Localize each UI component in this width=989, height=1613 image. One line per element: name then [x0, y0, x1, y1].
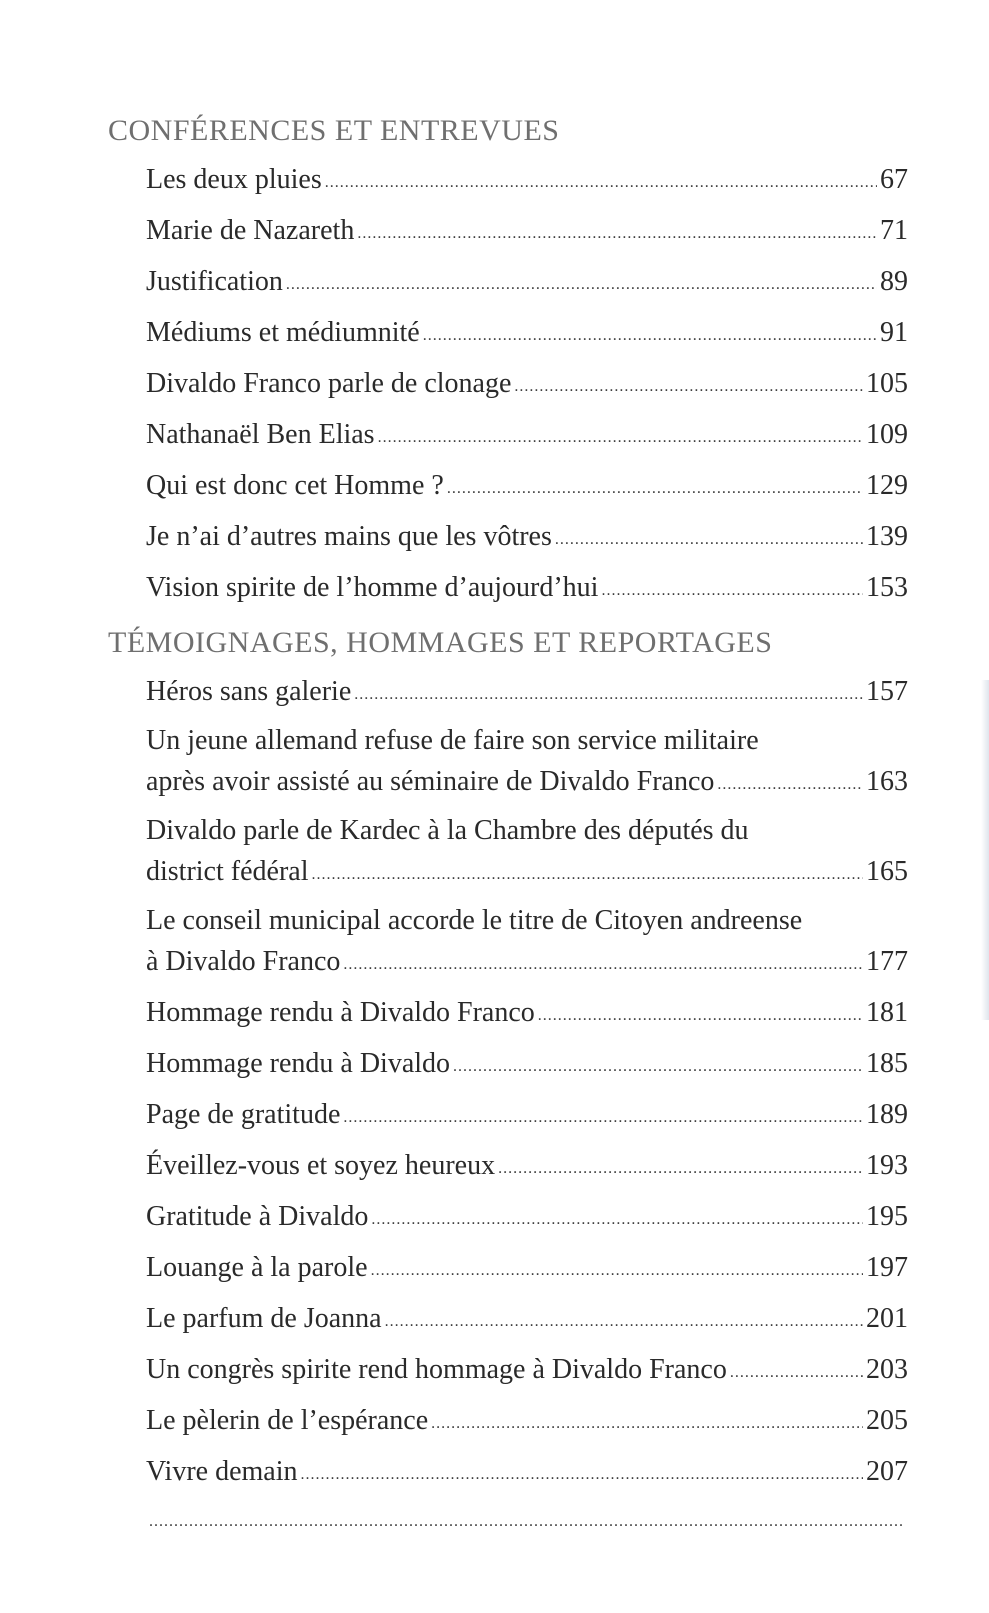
entry-title: Louange à la parole — [146, 1252, 368, 1283]
entry-title: Vivre demain — [146, 1456, 298, 1487]
entry-title: Héros sans galerie — [146, 676, 352, 707]
entry-title: Je n’ai d’autres mains que les vôtres — [146, 521, 552, 552]
dot-leader — [601, 567, 863, 614]
entry-title: Justification — [146, 266, 283, 297]
entry-title: Gratitude à Divaldo — [146, 1201, 369, 1232]
entry-title-line-1: Le conseil municipal accorde le titre de Citoyen andreense — [146, 905, 803, 936]
dot-leader — [514, 363, 863, 410]
page-number: 129 — [866, 470, 908, 501]
page-number: 201 — [866, 1303, 908, 1334]
toc-section-conferences — [0, 108, 989, 615]
page-number: 207 — [866, 1456, 908, 1487]
toc-entry[interactable] — [146, 899, 908, 989]
dot-leader — [717, 764, 863, 806]
page-number: 139 — [866, 521, 908, 552]
toc-entry[interactable] — [146, 1091, 908, 1142]
dot-leader — [555, 516, 863, 563]
dot-leader — [325, 159, 877, 206]
toc-list — [0, 668, 989, 1546]
toc-entry[interactable] — [146, 564, 908, 615]
dot-leader — [453, 1043, 863, 1090]
entry-title-last-line — [146, 941, 908, 987]
entry-title: Nathanaël Ben Elias — [146, 419, 375, 450]
dot-leader — [311, 854, 863, 896]
page-edge-shadow — [981, 680, 989, 1020]
toc-entry[interactable] — [146, 1397, 908, 1448]
dot-leader — [538, 992, 863, 1039]
page-number: 189 — [866, 1099, 908, 1130]
page-number: 89 — [880, 266, 908, 297]
entry-title: Qui est donc cet Homme ? — [146, 470, 444, 501]
toc-entry[interactable] — [146, 1040, 908, 1091]
toc-entry[interactable] — [146, 411, 908, 462]
toc-entry[interactable] — [146, 360, 908, 411]
toc-entry[interactable] — [146, 513, 908, 564]
page-number: 193 — [866, 1150, 908, 1181]
toc-entry[interactable] — [146, 989, 908, 1040]
page-number: 205 — [866, 1405, 908, 1436]
toc-entry[interactable] — [146, 1346, 908, 1397]
entry-title: Hommage rendu à Divaldo — [146, 1048, 451, 1079]
toc-entry[interactable] — [146, 668, 908, 719]
entry-title: Le parfum de Joanna — [146, 1303, 382, 1334]
toc-entry[interactable] — [146, 1244, 908, 1295]
toc-entry[interactable] — [146, 1499, 908, 1546]
page-number: 153 — [866, 572, 908, 603]
dot-leader — [498, 1145, 863, 1192]
dot-leader — [343, 944, 863, 986]
page-number: 67 — [880, 164, 908, 195]
dot-leader — [730, 1349, 863, 1396]
page-number: 163 — [866, 766, 908, 797]
dot-leader — [431, 1400, 863, 1447]
entry-title: Marie de Nazareth — [146, 215, 355, 246]
entry-title: Divaldo Franco parle de clonage — [146, 368, 512, 399]
dot-leader — [149, 1498, 905, 1545]
entry-title: Éveillez-vous et soyez heureux — [146, 1150, 496, 1181]
page-number: 157 — [866, 676, 908, 707]
dot-leader — [354, 671, 863, 718]
section-heading: CONFÉRENCES ET ENTREVUES — [108, 114, 560, 147]
entry-title: Le pèlerin de l’espérance — [146, 1405, 429, 1436]
entry-title-line-2: district fédéral — [146, 856, 309, 887]
entry-title: Page de gratitude — [146, 1099, 341, 1130]
entry-title: Médiums et médiumnité — [146, 317, 420, 348]
toc-list — [0, 156, 989, 615]
toc-section-temoignages — [0, 620, 989, 1546]
entry-title-line-2: après avoir assisté au séminaire de Divaldo Franco — [146, 766, 715, 797]
dot-leader — [300, 1451, 863, 1498]
entry-title: Un congrès spirite rend hommage à Divaldo Franco — [146, 1354, 727, 1385]
toc-entry[interactable] — [146, 1295, 908, 1346]
dot-leader — [447, 465, 863, 512]
toc-entry[interactable] — [146, 1193, 908, 1244]
dot-leader — [343, 1094, 863, 1141]
entry-title: Vision spirite de l’homme d’aujourd’hui — [146, 572, 599, 603]
page-number: 105 — [866, 368, 908, 399]
page-number: 181 — [866, 997, 908, 1028]
dot-leader — [385, 1298, 863, 1345]
section-heading: TÉMOIGNAGES, HOMMAGES ET REPORTAGES — [108, 626, 773, 659]
dot-leader — [357, 210, 877, 257]
page-number: 185 — [866, 1048, 908, 1079]
dot-leader — [371, 1196, 863, 1243]
page-number: 165 — [866, 856, 908, 887]
page-number: 203 — [866, 1354, 908, 1385]
page-number: 109 — [866, 419, 908, 450]
entry-title: Hommage rendu à Divaldo Franco — [146, 997, 535, 1028]
entry-title-line-1: Un jeune allemand refuse de faire son service militaire — [146, 725, 759, 756]
toc-entry[interactable] — [146, 1142, 908, 1193]
toc-entry[interactable] — [146, 462, 908, 513]
dot-leader — [423, 312, 877, 359]
page-number: 197 — [866, 1252, 908, 1283]
page-number: 71 — [880, 215, 908, 246]
toc-entry[interactable] — [146, 719, 908, 809]
toc-entry[interactable] — [146, 309, 908, 360]
toc-entry[interactable] — [146, 258, 908, 309]
page-number: 177 — [866, 946, 908, 977]
entry-title-line-1: Divaldo parle de Kardec à la Chambre des députés du — [146, 815, 749, 846]
entry-title-line-2: à Divaldo Franco — [146, 946, 341, 977]
page-number: 195 — [866, 1201, 908, 1232]
toc-entry[interactable] — [146, 809, 908, 899]
entry-title-last-line — [146, 851, 908, 897]
dot-leader — [286, 261, 877, 308]
entry-title-last-line — [146, 761, 908, 807]
dot-leader — [378, 414, 863, 461]
toc-entry[interactable] — [146, 156, 908, 207]
dot-leader — [371, 1247, 863, 1294]
toc-entry[interactable] — [146, 1448, 908, 1499]
entry-title: Les deux pluies — [146, 164, 322, 195]
toc-entry[interactable] — [146, 207, 908, 258]
page-number: 91 — [880, 317, 908, 348]
